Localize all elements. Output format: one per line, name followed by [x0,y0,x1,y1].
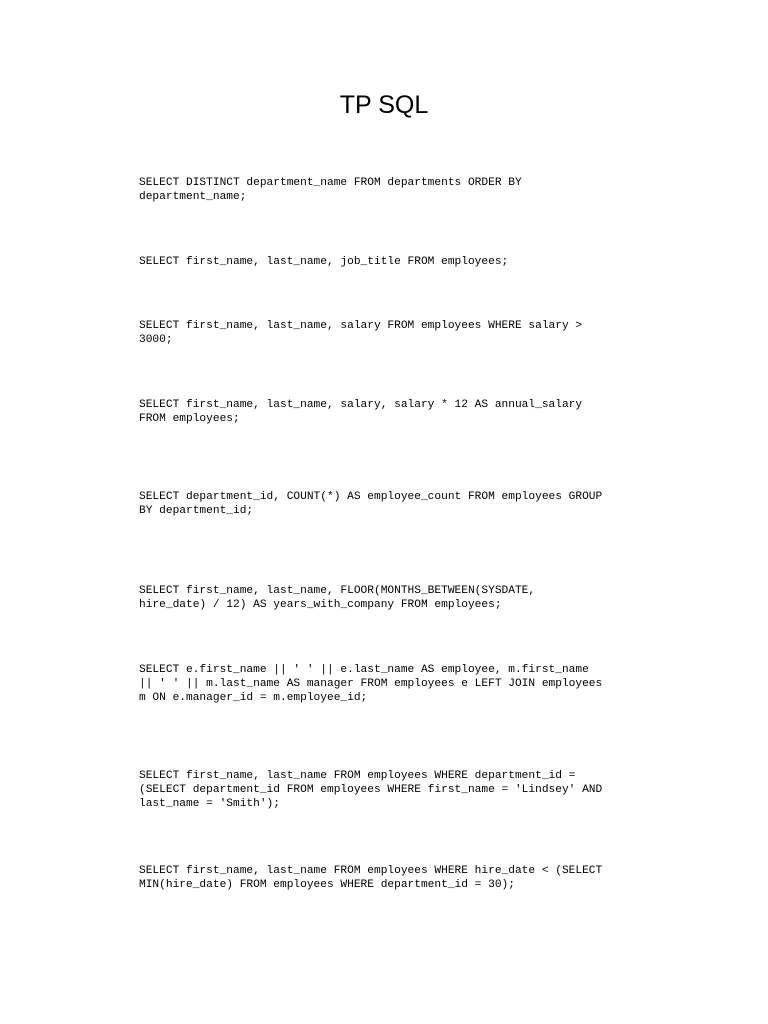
sql-query-6: SELECT first_name, last_name, FLOOR(MONTHS_BETWEEN(SYSDATE, hire_date) / 12) AS years_with_company FROM employees; [139,585,536,611]
sql-query-5: SELECT department_id, COUNT(*) AS employee_count FROM employees GROUP BY department_id; [139,491,603,517]
sql-query-7: SELECT e.first_name || ' ' || e.last_name AS employee, m.first_name || ' ' || m.last_name AS manager FROM employees e LEFT JOIN employees m ON e.manager_id = m.employee_id; [139,664,603,704]
sql-query-1: SELECT DISTINCT department_name FROM departments ORDER BY department_name; [139,177,522,203]
sql-query-9: SELECT first_name, last_name FROM employees WHERE hire_date < (SELECT MIN(hire_date) FROM employees WHERE department_id = 30); [139,865,603,891]
sql-query-2: SELECT first_name, last_name, job_title FROM employees; [139,256,509,268]
sql-query-8: SELECT first_name, last_name FROM employees WHERE department_id = (SELECT department_id FROM employees WHERE first_name = 'Lindsey' AND last_name = 'Smith'); [139,770,603,810]
document-title: TP SQL [339,91,429,119]
sql-query-3: SELECT first_name, last_name, salary FROM employees WHERE salary > 3000; [139,320,583,346]
sql-query-4: SELECT first_name, last_name, salary, salary * 12 AS annual_salary FROM employees; [139,399,583,425]
